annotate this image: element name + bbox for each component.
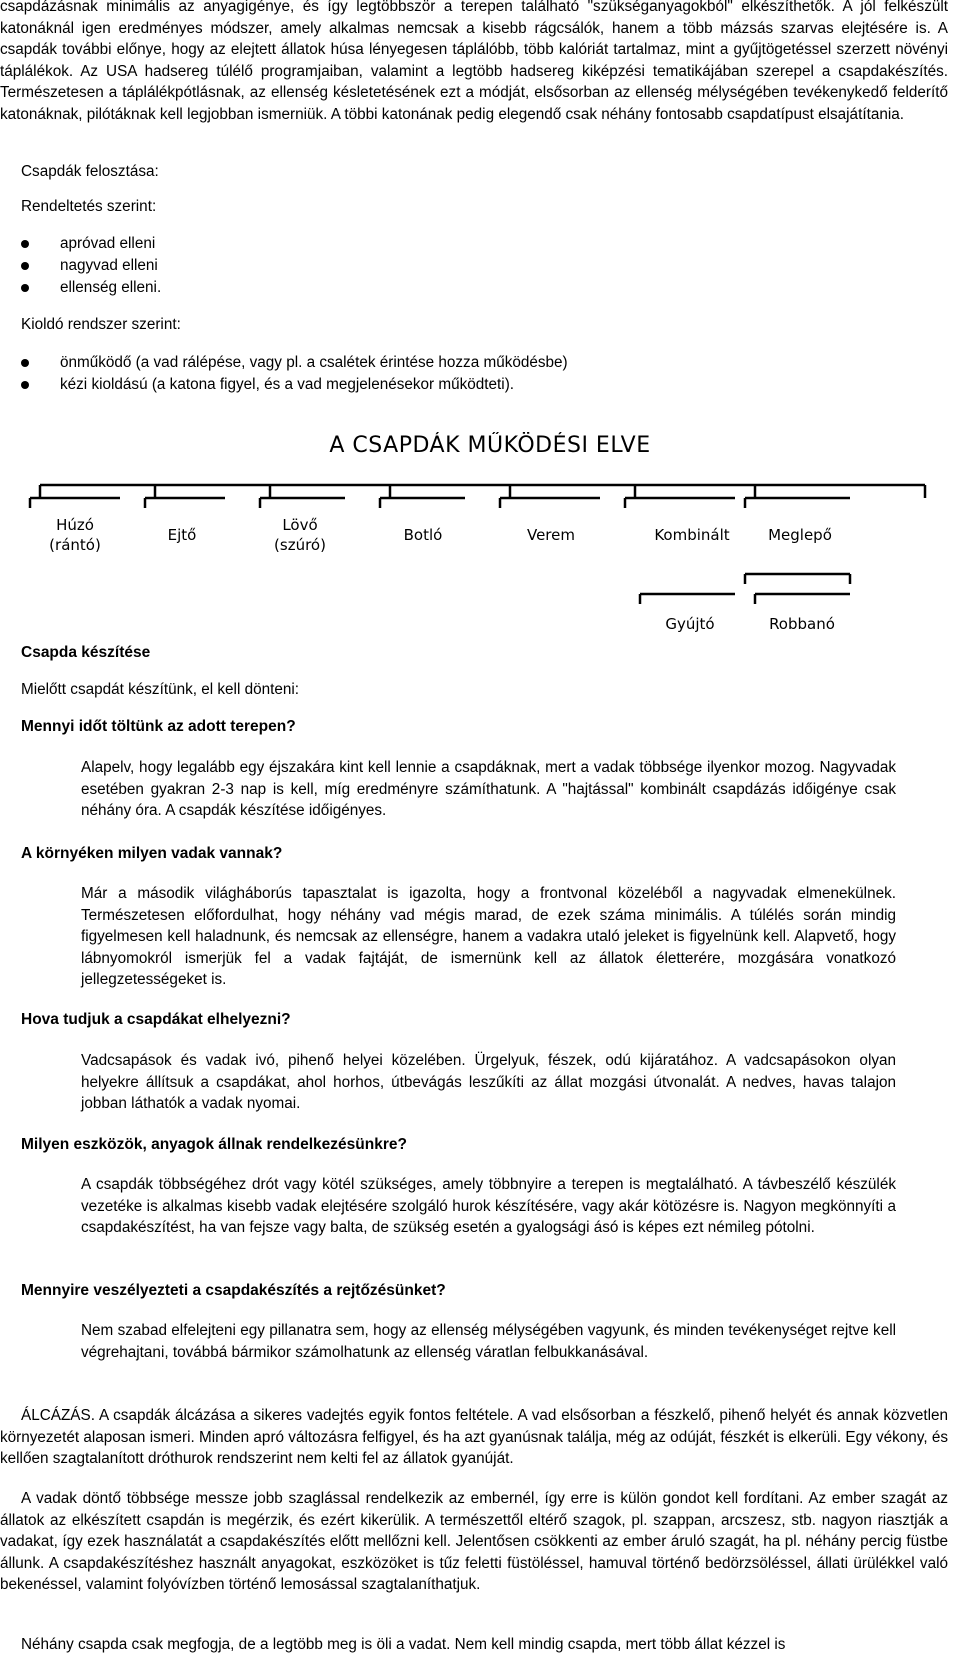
list-item: nagyvad elleni bbox=[21, 255, 161, 277]
list-item: apróvad elleni bbox=[21, 233, 161, 255]
diagram-node-pull-sub: (rántó) bbox=[49, 536, 101, 554]
answer-paragraph: Már a második világháborús tapasztalat is igazolta, hogy a frontvonal közeléből a nagyvadak elmenekülnek. Természetesen előfordulhat, hogy néhány vad mégis marad, de ezek száma minimális. A túlélés során mindig figyelmesen kell haladnunk, és nemcsak az ellenségre, hanem a vadakra utaló jeleket is figyelnünk kell. Alapvető, hogy lábnyomokról ismerjük fel a vadak fajtáját, de ismernünk kell az állatok életterére, mozgására vonatkozó jellegzetességeket is. bbox=[81, 885, 896, 988]
question-heading: Mennyire veszélyezteti a csapdakészítés a rejtőzésünket? bbox=[21, 1282, 446, 1299]
trap-principles-diagram bbox=[0, 432, 960, 650]
diagram-title: A CSAPDÁK MŰKÖDÉSI ELVE bbox=[329, 433, 651, 458]
diagram-subnode-incendiary: Gyújtó bbox=[665, 615, 715, 633]
diagram-node-pit: Verem bbox=[526, 526, 576, 544]
diagram-node-trip: Botló bbox=[403, 526, 443, 544]
answer-paragraph: A csapdák többségéhez drót vagy kötél szükséges, amely többnyire a terepen is megtalálható. A távbeszélő készülék vezetéke is alkalmas kisebb vadak elejtésére szolgáló hurok készítésére, vagy akár kötözésre is. Nagyon megkönnyíti a csapdakészítést, ha van fejsze vagy balta, de szükség esetén a gyalogsági ásó is képes ezt némileg pótolni. bbox=[81, 1176, 896, 1236]
question-heading: Milyen eszközök, anyagok állnak rendelkezésünkre? bbox=[21, 1136, 407, 1153]
list-item: ellenség elleni. bbox=[21, 277, 161, 299]
scent-paragraph: A vadak döntő többsége messze jobb szaglással rendelkezik az embernél, így erre is külön gondot kell fordítani. Az ember szagát az állatok az elkészített csapdán is megérzik, és ezért kikerülik. A természettől eltérő szagok, pl. szappan, arcszesz, stb. nagyon riasztják a vadakat, így ezek használatát a csapdakészítés előtt mellőzni kell. Jelentősen csökkenti az ember áruló szagát, ha pl. néhány percig füstbe állunk. A csapdakészítéshez használt anyagokat, eszközöket is tűz feletti füstöléssel, hamuval történő bedörzsöléssel, állati ürülékkel való bekenéssel, valamint folyóvízben történő lemosással szagtalaníthatjuk. bbox=[0, 1490, 948, 1593]
diagram-node-pull: Húzó bbox=[56, 516, 94, 534]
diagram-node-drop: Ejtő bbox=[167, 526, 197, 544]
answer-paragraph: Vadcsapások és vadak ivó, pihenő helyei közelében. Ürgelyuk, fészek, odú kijáratához. A vadcsapásokon olyan helyekre állítsuk a csapdákat, ahol horhos, útbevágás leszűkíti az állat mozgási útvonalát. A nedves, havas talajon jobban láthatók a vadak nyomai. bbox=[81, 1052, 896, 1112]
intro-paragraph: csapdázásnak minimális az anyagigénye, és így legtöbbször a terepen található "szükséganyagokból" elkészíthetők. A jól felkészült katonáknál igen eredményes módszer, amely alkalmas nemcsak a kisebb rágcsálók, hanem a több mázsás szarvas elejtésére is. A csapdák további előnye, hogy az elejtett állatok húsa lényegesen táplálóbb, több kalóriát tartalmaz, mint a gyűjtögetéssel szerzett növényi táplálékok. Az USA hadsereg túlélő programjaiban, valamint a legtöbb hadsereg kiképzési tematikájában szerepel a csapdakészítés. Természetesen a táplálékpótlásnak, az ellenség késletetésének ezt a módját, elsősorban az ellenség mélységében tevékenykedő felderítő katonáknak, pilótáknak kell legjobban ismerniük. A többi katonának pedig elegendő csak néhány fontosabb csapdatípust elsajátítania. bbox=[0, 0, 948, 123]
section-title: Csapda készítése bbox=[21, 644, 151, 661]
question-heading: A környéken milyen vadak vannak? bbox=[21, 845, 283, 862]
by-purpose-list bbox=[21, 233, 161, 299]
answer-paragraph: Nem szabad elfelejteni egy pillanatra sem, hogy az ellenség mélységében vagyunk, és minden tevékenységet rejtve kell végrehajtani, továbbá bármikor számolhatunk az ellenség váratlan felbukkanásával. bbox=[81, 1322, 896, 1361]
diagram-node-combined: Kombinált bbox=[654, 526, 730, 544]
list-item: kézi kioldású (a katona figyel, és a vad megjelenésekor működteti). bbox=[21, 374, 568, 396]
by-purpose-label: Rendeltetés szerint: bbox=[21, 198, 157, 215]
question-heading: Mennyi időt töltünk az adott terepen? bbox=[21, 718, 296, 735]
answer-paragraph: Alapelv, hogy legalább egy éjszakára kint kell lennie a csapdáknak, mert a vadak többsége ilyenkor mozog. Nagyvadak esetében gyakran 2-3 nap is kell, míg eredményre számíthatunk. A "hajtással" kombinált csapdázás időigénye csak néhány óra. A csapdák készítése időigényes. bbox=[81, 759, 896, 819]
list-item: önműködő (a vad rálépése, vagy pl. a csalétek érintése hozza működésbe) bbox=[21, 352, 568, 374]
diagram-node-shoot-sub: (szúró) bbox=[274, 536, 326, 554]
diagram-node-surprise: Meglepő bbox=[768, 526, 832, 544]
by-trigger-label: Kioldó rendszer szerint: bbox=[21, 316, 181, 333]
question-heading: Hova tudjuk a csapdákat elhelyezni? bbox=[21, 1011, 291, 1028]
section-lead: Mielőtt csapdát készítünk, el kell dönteni: bbox=[21, 681, 300, 698]
closing-paragraph: Néhány csapda csak megfogja, de a legtöbb meg is öli a vadat. Nem kell mindig csapda, mert több állat kézzel is bbox=[21, 1636, 786, 1653]
by-trigger-list bbox=[21, 352, 568, 396]
classification-title: Csapdák felosztása: bbox=[21, 163, 159, 180]
camouflage-paragraph: ÁLCÁZÁS. A csapdák álcázása a sikeres vadejtés egyik fontos feltétele. A vad elsősorban a fészkelő, pihenő helyét és annak közvetlen környezetét alaposan ismeri. Minden apró változásra felfigyel, és ha azt gyanúsnak találja, még az odúját, fészkét is elkerüli. Egy vékony, és kellően szagtalanított dróthurok rendszerint nem kelti fel az állatok gyanúját. bbox=[0, 1407, 948, 1467]
diagram-node-shoot: Lövő bbox=[282, 516, 318, 534]
diagram-subnode-explosive: Robbanó bbox=[769, 615, 835, 633]
